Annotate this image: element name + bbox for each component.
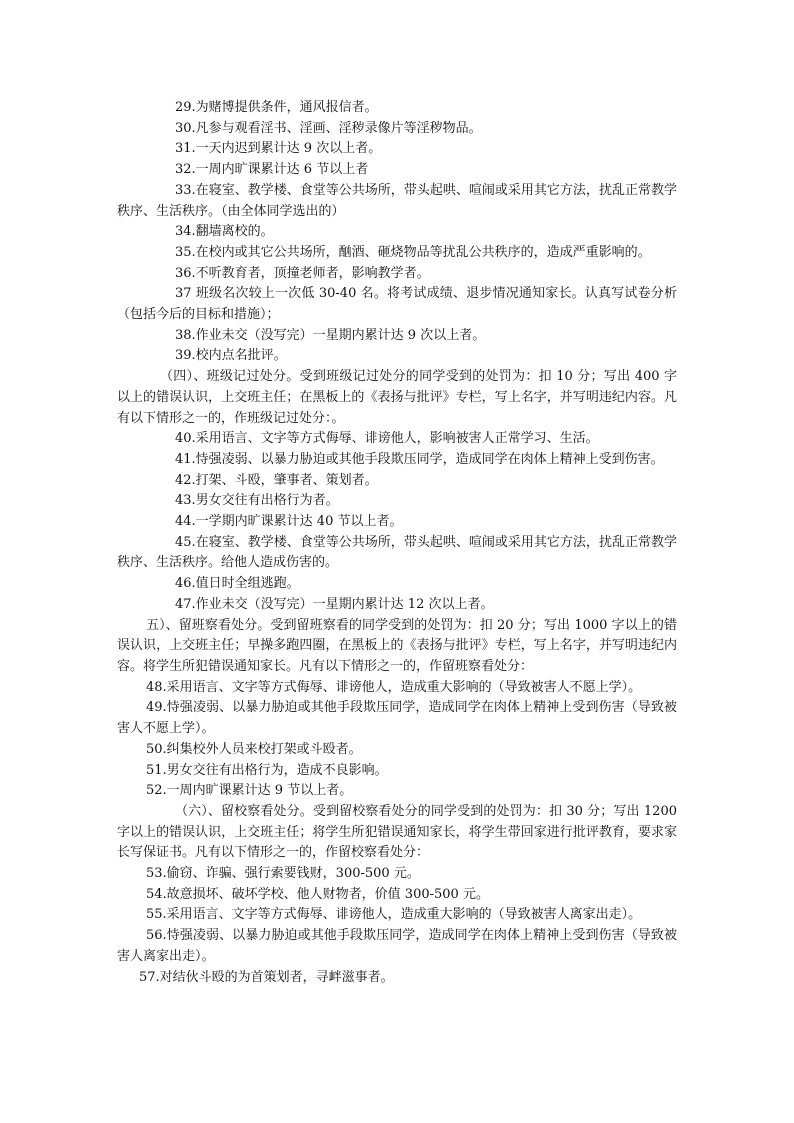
paragraph: 42.打架、斗殴，肇事者、策划者。 [175,472,378,488]
paragraph: 55.采用语言、文字等方式侮辱、诽谤他人，造成重大影响的（导致被害人离家出走）。 [146,907,642,923]
paragraph: 39.校内点名批评。 [175,348,287,364]
paragraph: 43.男女交往有出格行为者。 [175,493,339,509]
paragraph: 35.在校内或其它公共场所，酗酒、砸烧物品等扰乱公共秩序的，造成严重影响的。 [175,244,651,260]
paragraph: 47.作业未交（没写完）一星期内累计达 12 次以上者。 [175,596,494,612]
paragraph: 30.凡参与观看淫书、淫画、淫秽录像片等淫秽物品。 [175,120,482,136]
paragraph: 五）、留班察看处分。受到留班察看的同学受到的处罚为：扣 20 分；写出 1000 字以上的错误认识，上交班主任；早操多跑四圈，在黑板上的《表扬与批评》专栏，写上名字，并写明违纪内容。将学生所犯错误通知家长。凡有以下情形之一的，作留班察看处分： [117,617,677,674]
paragraph: 52.一周内旷课累计达 9 节以上者。 [146,783,353,799]
paragraph: （四）、班级记过处分。受到班级记过处分的同学受到的处罚为：扣 10 分；写出 400 字以上的错误认识，上交班主任；在黑板上的《表扬与批评》专栏，写上名字，并写明违纪内容。凡有以下情形之一的，作班级记过处分：。 [117,369,677,426]
paragraph: 45.在寝室、教学楼、食堂等公共场所，带头起哄、喧闹或采用其它方法，扰乱正常教学秩序、生活秩序。给他人造成伤害的。 [117,534,677,571]
paragraph: 49.恃强凌弱、以暴力胁迫或其他手段欺压同学，造成同学在肉体上精神上受到伤害（导致被害人不愿上学）。 [117,700,677,737]
paragraph: 37 班级名次较上一次低 30-40 名。将考试成绩、退步情况通知家长。认真写试卷分析（包括今后的目标和措施）； [117,286,677,323]
paragraph: 29.为赌博提供条件，通风报信者。 [175,100,378,115]
paragraph: 33.在寝室、教学楼、食堂等公共场所，带头起哄、喧闹或采用其它方法，扰乱正常教学秩序、生活秩序。（由全体同学选出的） [117,182,677,219]
paragraph: 44.一学期内旷课累计达 40 节以上者。 [175,514,403,530]
paragraph: 54.故意损坏、破坏学校、他人财物者，价值 300-500 元。 [146,886,489,902]
paragraph: 51.男女交往有出格行为，造成不良影响。 [146,762,388,778]
paragraph: 34.翻墙离校的。 [175,224,274,240]
paragraph: 46.值日时全组逃跑。 [175,576,300,592]
paragraph: 40.采用语言、文字等方式侮辱、诽谤他人，影响被害人正常学习、生活。 [175,431,599,447]
document-body [117,98,677,988]
paragraph: 53.偷窃、诈骗、强行索要钱财，300-500 元。 [146,866,420,882]
paragraph: 38.作业未交（没写完）一星期内累计达 9 次以上者。 [175,327,486,343]
paragraph: 41.恃强凌弱、以暴力胁迫或其他手段欺压同学，造成同学在肉体上精神上受到伤害。 [175,451,664,467]
paragraph: 31.一天内迟到累计达 9 次以上者。 [175,141,382,157]
paragraph: 56.恃强凌弱、以暴力胁迫或其他手段欺压同学，造成同学在肉体上精神上受到伤害（导致被害人离家出走）。 [117,928,677,964]
paragraph: （六）、留校察看处分。受到留校察看处分的同学受到的处罚为：扣 30 分；写出 1200 字以上的错误认识，上交班主任；将学生所犯错误通知家长，将学生带回家进行批评教育，要求家长写保证书。凡有以下情形之一的，作留校察看处分： [117,803,677,861]
paragraph: 48.采用语言、文字等方式侮辱、诽谤他人，造成重大影响的（导致被害人不愿上学）。 [146,679,642,695]
paragraph: 36.不听教育者，顶撞老师者，影响教学者。 [175,265,430,281]
paragraph: 32.一周内旷课累计达 6 节以上者 [175,162,369,178]
paragraph: 50.纠集校外人员来校打架或斗殴者。 [146,741,362,757]
paragraph: 57.对结伙斗殴的为首策划者，寻衅滋事者。 [139,969,394,985]
